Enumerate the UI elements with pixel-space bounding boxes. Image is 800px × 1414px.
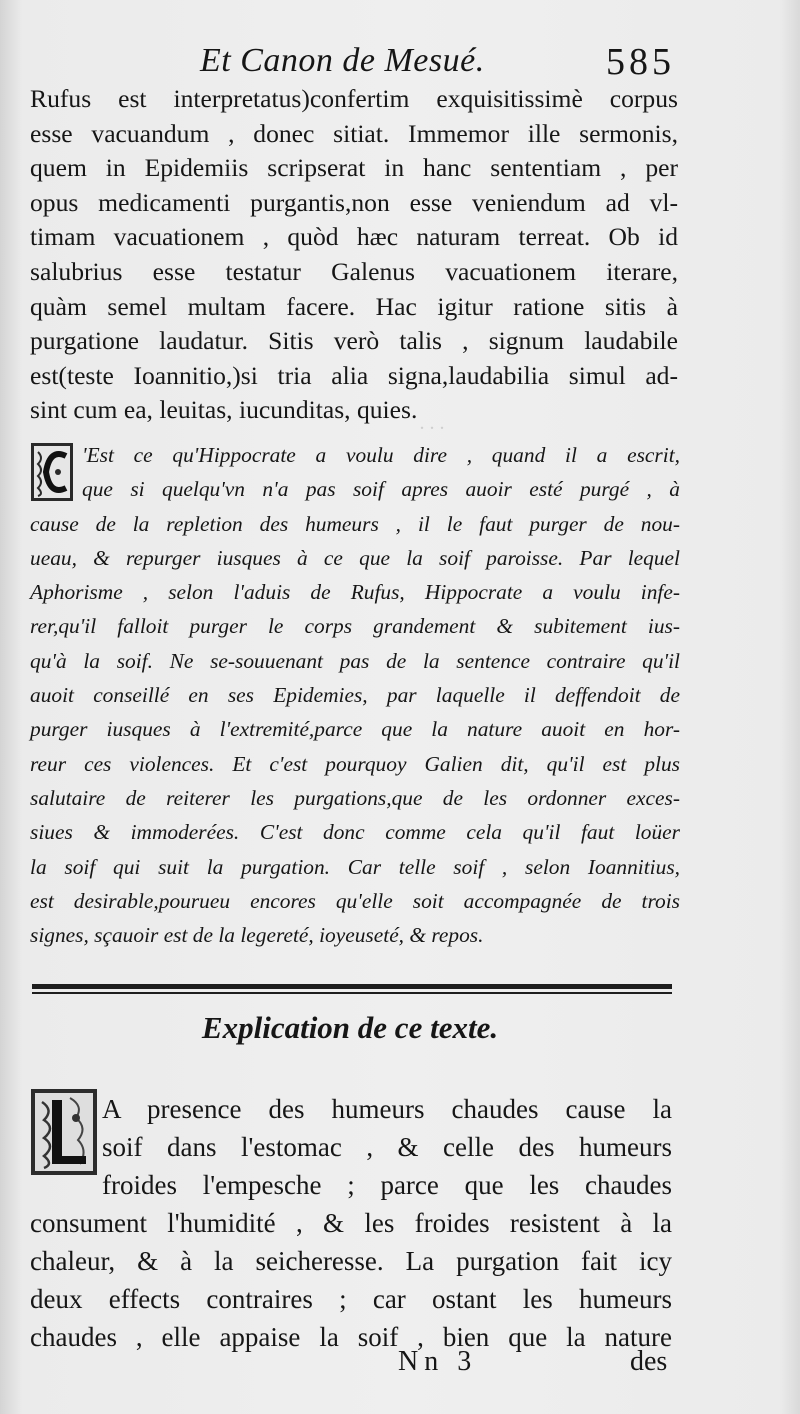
latin-paragraph <box>30 82 678 428</box>
catchword: des <box>630 1346 668 1377</box>
text-line: est desirable,pourueu encores qu'elle soit accompagnée de trois <box>30 888 680 913</box>
text-line: ueau, & repurger iusques à ce que la soif paroisse. Par lequel <box>30 545 680 570</box>
text-line: la soif qui suit la purgation. Car telle soif , selon Ioannitius, <box>30 854 680 879</box>
text-line: chaudes , elle appaise la soif , bien que la nature <box>30 1322 672 1352</box>
text-line: salutaire de reiterer les purgations,que de les ordonner exces- <box>30 785 680 810</box>
text-line: timam vacuationem , quòd hæc naturam terreat. Ob id <box>30 222 678 252</box>
text-line: chaleur, & à la seicheresse. La purgation fait icy <box>30 1246 672 1276</box>
text-line: Aphorisme , selon l'aduis de Rufus, Hippocrate a voulu infe- <box>30 580 680 605</box>
text-line: signes, sçauoir est de la legereté, ioyeuseté, & repos. <box>30 923 484 948</box>
body-paragraph <box>30 1090 672 1356</box>
text-line: deux effects contraires ; car ostant les humeurs <box>30 1284 672 1314</box>
text-line: siues & immoderées. C'est donc comme cela qu'il faut loüer <box>30 820 680 845</box>
text-line: quàm semel multam facere. Hac igitur ratione sitis à <box>30 291 678 321</box>
text-line: opus medicamenti purgantis,non esse veniendum ad vl- <box>30 187 678 217</box>
text-line: esse vacuandum , donec sitiat. Immemor ille sermonis, <box>30 118 678 148</box>
text-line: est(teste Ioannitio,)si tria alia signa,laudabilia simul ad- <box>30 360 678 390</box>
section-rule-thin <box>32 992 672 994</box>
text-line: consument l'humidité , & les froides resistent à la <box>30 1208 672 1238</box>
text-line: quem in Epidemiis scripserat in hanc sententiam , per <box>30 153 678 183</box>
text-line: qu'à la soif. Ne se-souuenant pas de la sentence contraire qu'il <box>30 648 680 673</box>
section-title: Explication de ce texte. <box>201 1010 499 1045</box>
text-line: cause de la repletion des humeurs , il le faut purger de nou- <box>30 511 680 536</box>
text-line: purgatione laudatur. Sitis verò talis , signum laudabile <box>30 326 678 356</box>
text-line: 'Est ce qu'Hippocrate a voulu dire , quand il a escrit, <box>82 443 680 467</box>
text-line: purger iusques à l'extremité,parce que la nature auoit en hor- <box>30 717 680 742</box>
text-line: rer,qu'il falloit purger le corps grandement & subitement ius- <box>30 614 680 639</box>
text-line: soif dans l'estomac , & celle des humeurs <box>102 1132 672 1162</box>
text-line: auoit conseillé en ses Epidemies, par laquelle il deffendoit de <box>30 683 680 708</box>
text-line: A presence des humeurs chaudes cause la <box>102 1094 672 1124</box>
text-line: sint cum ea, leuitas, iucunditas, quies. <box>30 395 418 425</box>
text-line: que si quelqu'vn n'a pas soif apres auoir esté purgé , à <box>82 477 680 502</box>
running-title: Et Canon de Mesué. <box>200 42 485 79</box>
text-line: reur ces violences. Et c'est pourquoy Galien dit, qu'il est plus <box>30 751 680 776</box>
page-footer <box>0 1346 800 1386</box>
page-number: 585 <box>606 41 675 83</box>
french-paragraph <box>30 438 680 952</box>
section-rule <box>32 984 672 989</box>
text-line: froides l'empesche ; parce que les chaudes <box>102 1170 672 1200</box>
show-through-text: . . . <box>420 412 445 434</box>
signature-mark: Nn 3 <box>398 1346 478 1377</box>
text-line: Rufus est interpretatus)confertim exquisitissimè corpus <box>30 84 678 113</box>
text-line: salubrius esse testatur Galenus vacuationem iterare, <box>30 256 678 286</box>
